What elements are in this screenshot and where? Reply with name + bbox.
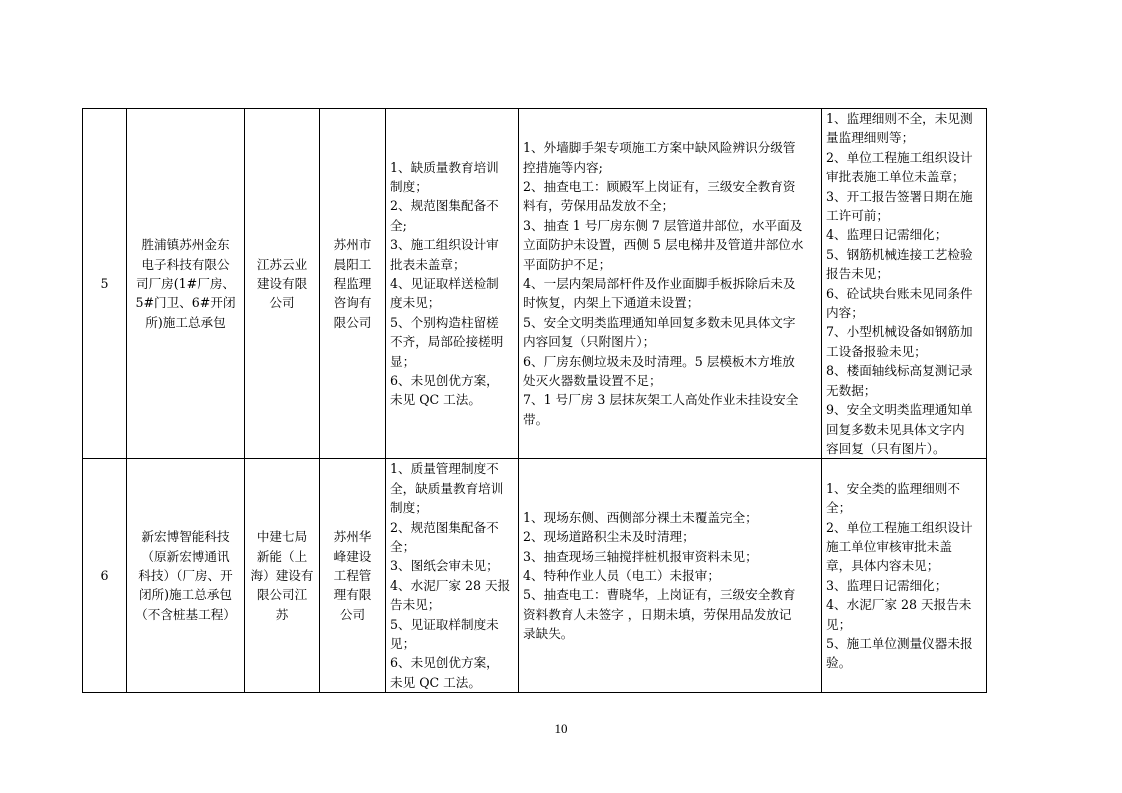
text-line: 2、规范图集配备不	[390, 198, 499, 214]
text-line: 2、现场道路积尘未及时清理；	[523, 529, 695, 545]
page-number: 10	[554, 721, 568, 736]
text-line: 未见 QC 工法。	[390, 674, 481, 690]
text-line: 3、图纸会审未见；	[390, 558, 499, 574]
text-line: 8、楼面轴线标高复测记录	[826, 363, 973, 379]
text-line: 5、见证取样制度未	[390, 616, 499, 632]
text-line: 4、监理日记需细化；	[826, 227, 948, 243]
row-number: 6	[83, 459, 127, 693]
table-row	[83, 459, 987, 693]
text-line: 3、抽查现场三轴搅拌桩机报审资料未见；	[523, 548, 758, 564]
text-line: 1、质量管理制度不	[390, 461, 499, 477]
text-line: 批表未盖章；	[390, 256, 466, 272]
text-line: 验。	[826, 655, 852, 671]
safety-issues-cell	[519, 109, 822, 459]
text-line: 审批表施工单位未盖章；	[826, 169, 965, 185]
contractor-cell	[245, 459, 320, 693]
text-line: 7、1 号厂房 3 层抹灰架工人高处作业未挂设安全	[523, 392, 799, 408]
text-line: 全，缺质量教育培训	[390, 480, 504, 496]
text-line: 工程管	[333, 568, 372, 584]
text-line: 电子科技有限公	[141, 256, 230, 272]
text-line: 告未见；	[390, 597, 441, 613]
supervisor-lines	[324, 527, 381, 624]
safety-issues-cell	[519, 459, 822, 693]
text-line: 5、安全文明类监理通知单回复多数未见具体文字	[523, 314, 796, 330]
text-line: 录缺失。	[523, 626, 574, 642]
text-line: 控措施等内容;	[523, 159, 603, 175]
text-line: 7、小型机械设备如钢筋加	[826, 324, 973, 340]
text-line: 苏	[275, 606, 289, 622]
text-line: 章，具体内容未见；	[826, 558, 940, 574]
text-line: 2、规范图集配备不	[390, 519, 499, 535]
text-line: 工许可前；	[826, 208, 889, 224]
text-line: 9、安全文明类监理通知单	[826, 402, 973, 418]
text-line: 3、抽查 1 号厂房东侧 7 层管道井部位，水平面及	[523, 217, 803, 233]
text-line: 江苏云业	[256, 256, 308, 272]
text-line: 制度；	[390, 178, 428, 194]
row-number: 5	[83, 109, 127, 459]
text-line: 理有限	[333, 587, 372, 603]
text-line: 报告未见；	[826, 266, 889, 282]
text-line: 1、监理细则不全，未见测	[826, 111, 973, 126]
quality-issues-cell	[386, 109, 519, 459]
text-line: 全；	[826, 500, 852, 516]
text-line: 6、砼试块台账未见同条件	[826, 285, 973, 301]
quality-issues-cell	[386, 459, 519, 693]
text-line: 见；	[826, 616, 852, 632]
text-line: （不含桩基工程）	[135, 606, 236, 622]
text-line: 资料教育人未签字 ，日期未填，劳保用品发放记	[523, 606, 792, 622]
table-row	[83, 109, 987, 459]
text-line: 4、特种作业人员（电工）未报审；	[523, 568, 720, 584]
text-line: 司厂房(1#厂房、	[135, 275, 236, 291]
text-line: 施工单位审核审批未盖	[826, 538, 952, 554]
text-line: 料有，劳保用品发放不全；	[523, 198, 675, 214]
text-line: 3、开工报告签署日期在施	[826, 188, 973, 204]
text-line: 6、厂房东侧垃圾未及时清理。5 层模板木方堆放	[523, 353, 795, 369]
text-line: 回复多数未见具体文字内	[826, 421, 965, 437]
text-line: 3、施工组织设计审	[390, 237, 499, 253]
text-line: 1、安全类的监理细则不	[826, 480, 960, 496]
text-line: 制度；	[390, 500, 428, 516]
text-line: 显；	[390, 353, 416, 369]
text-line: 1、缺质量教育培训	[390, 159, 499, 175]
text-line: 处灭火器数量设置不足；	[523, 372, 662, 388]
safety-lines	[523, 138, 817, 429]
contractor-lines	[249, 255, 315, 313]
quality-lines	[390, 459, 514, 692]
text-line: 1、外墙脚手架专项施工方案中缺风险辨识分级管	[523, 140, 796, 156]
project-lines	[131, 527, 240, 624]
text-line: 程监理	[333, 275, 372, 291]
text-line: 建设有限	[256, 275, 308, 291]
text-line: 1、现场东侧、西侧部分裸土未覆盖完全；	[523, 509, 758, 525]
text-line: （原新宏博通讯	[141, 548, 230, 564]
inspection-table	[82, 108, 987, 693]
text-line: 内容；	[826, 305, 864, 321]
text-line: 5#门卫、6#开闭	[135, 295, 236, 311]
supervisor-cell	[320, 459, 386, 693]
supervisor-cell	[320, 109, 386, 459]
text-line: 时恢复，内架上下通道未设置；	[523, 295, 700, 311]
text-line: 6、未见创优方案，	[390, 655, 499, 671]
text-line: 平面防护不足；	[523, 256, 612, 272]
text-line: 4、见证取样送检制	[390, 275, 499, 291]
text-line: 2、单位工程施工组织设计	[826, 149, 973, 165]
project-name-cell	[127, 459, 245, 693]
text-line: 限公司	[333, 314, 372, 330]
text-line: 所)施工总承包	[145, 314, 226, 330]
text-line: 咨询有	[333, 295, 372, 311]
text-line: 6、未见创优方案，	[390, 372, 499, 388]
text-line: 带。	[523, 411, 549, 427]
text-line: 胜浦镇苏州金东	[141, 237, 230, 253]
text-line: 全;	[390, 217, 407, 233]
supervision-lines	[826, 109, 982, 458]
text-line: 工设备报验未见；	[826, 343, 927, 359]
text-line: 未见 QC 工法。	[390, 392, 481, 408]
text-line: 全；	[390, 538, 416, 554]
text-line: 4、一层内架局部杆件及作业面脚手板拆除后未及	[523, 275, 796, 291]
contractor-lines	[249, 527, 315, 624]
text-line: 闭所)施工总承包	[138, 587, 233, 603]
text-line: 无数据；	[826, 382, 877, 398]
text-line: 苏州华	[333, 529, 372, 545]
text-line: 4、水泥厂家 28 天报告未	[826, 597, 972, 613]
text-line: 5、抽查电工：曹晓华，上岗证有，三级安全教育	[523, 587, 796, 603]
text-line: 海）建设有	[250, 568, 314, 584]
text-line: 限公司江	[256, 587, 308, 603]
text-line: 5、钢筋机械连接工艺检验	[826, 246, 973, 262]
text-line: 中建七局	[256, 529, 308, 545]
supervision-issues-cell	[822, 459, 987, 693]
supervision-issues-cell	[822, 109, 987, 459]
text-line: 见；	[390, 635, 416, 651]
text-line: 公司	[339, 606, 366, 622]
text-line: 不齐，局部砼接槎明	[390, 334, 504, 350]
project-lines	[131, 235, 240, 332]
text-line: 公司	[269, 295, 295, 311]
text-line: 3、监理日记需细化；	[826, 577, 948, 593]
text-line: 苏州市	[333, 237, 372, 253]
text-line: 新能（上	[256, 548, 308, 564]
text-line: 新宏博智能科技	[141, 529, 230, 545]
text-line: 峰建设	[333, 548, 372, 564]
text-line: 5、个别构造柱留槎	[390, 314, 499, 330]
supervision-lines	[826, 479, 982, 673]
text-line: 2、单位工程施工组织设计	[826, 519, 973, 535]
text-line: 内容回复（只附图片）；	[523, 334, 656, 350]
text-line: 晨阳工	[333, 256, 372, 272]
text-line: 2、抽查电工：顾殿军上岗证有，三级安全教育资	[523, 178, 796, 194]
text-line: 立面防护未设置，西侧 5 层电梯井及管道井部位水	[523, 237, 804, 253]
safety-lines	[523, 508, 817, 644]
text-line: 量监理细则等；	[826, 130, 915, 146]
text-line: 科技）（厂房、开	[138, 568, 233, 584]
contractor-cell	[245, 109, 320, 459]
text-line: 容回复（只有图片）。	[826, 440, 946, 456]
text-line: 5、施工单位测量仪器未报	[826, 635, 973, 651]
text-line: 度未见；	[390, 295, 441, 311]
text-line: 4、水泥厂家 28 天报	[390, 577, 511, 593]
supervisor-lines	[324, 235, 381, 332]
project-name-cell	[127, 109, 245, 459]
quality-lines	[390, 158, 514, 410]
